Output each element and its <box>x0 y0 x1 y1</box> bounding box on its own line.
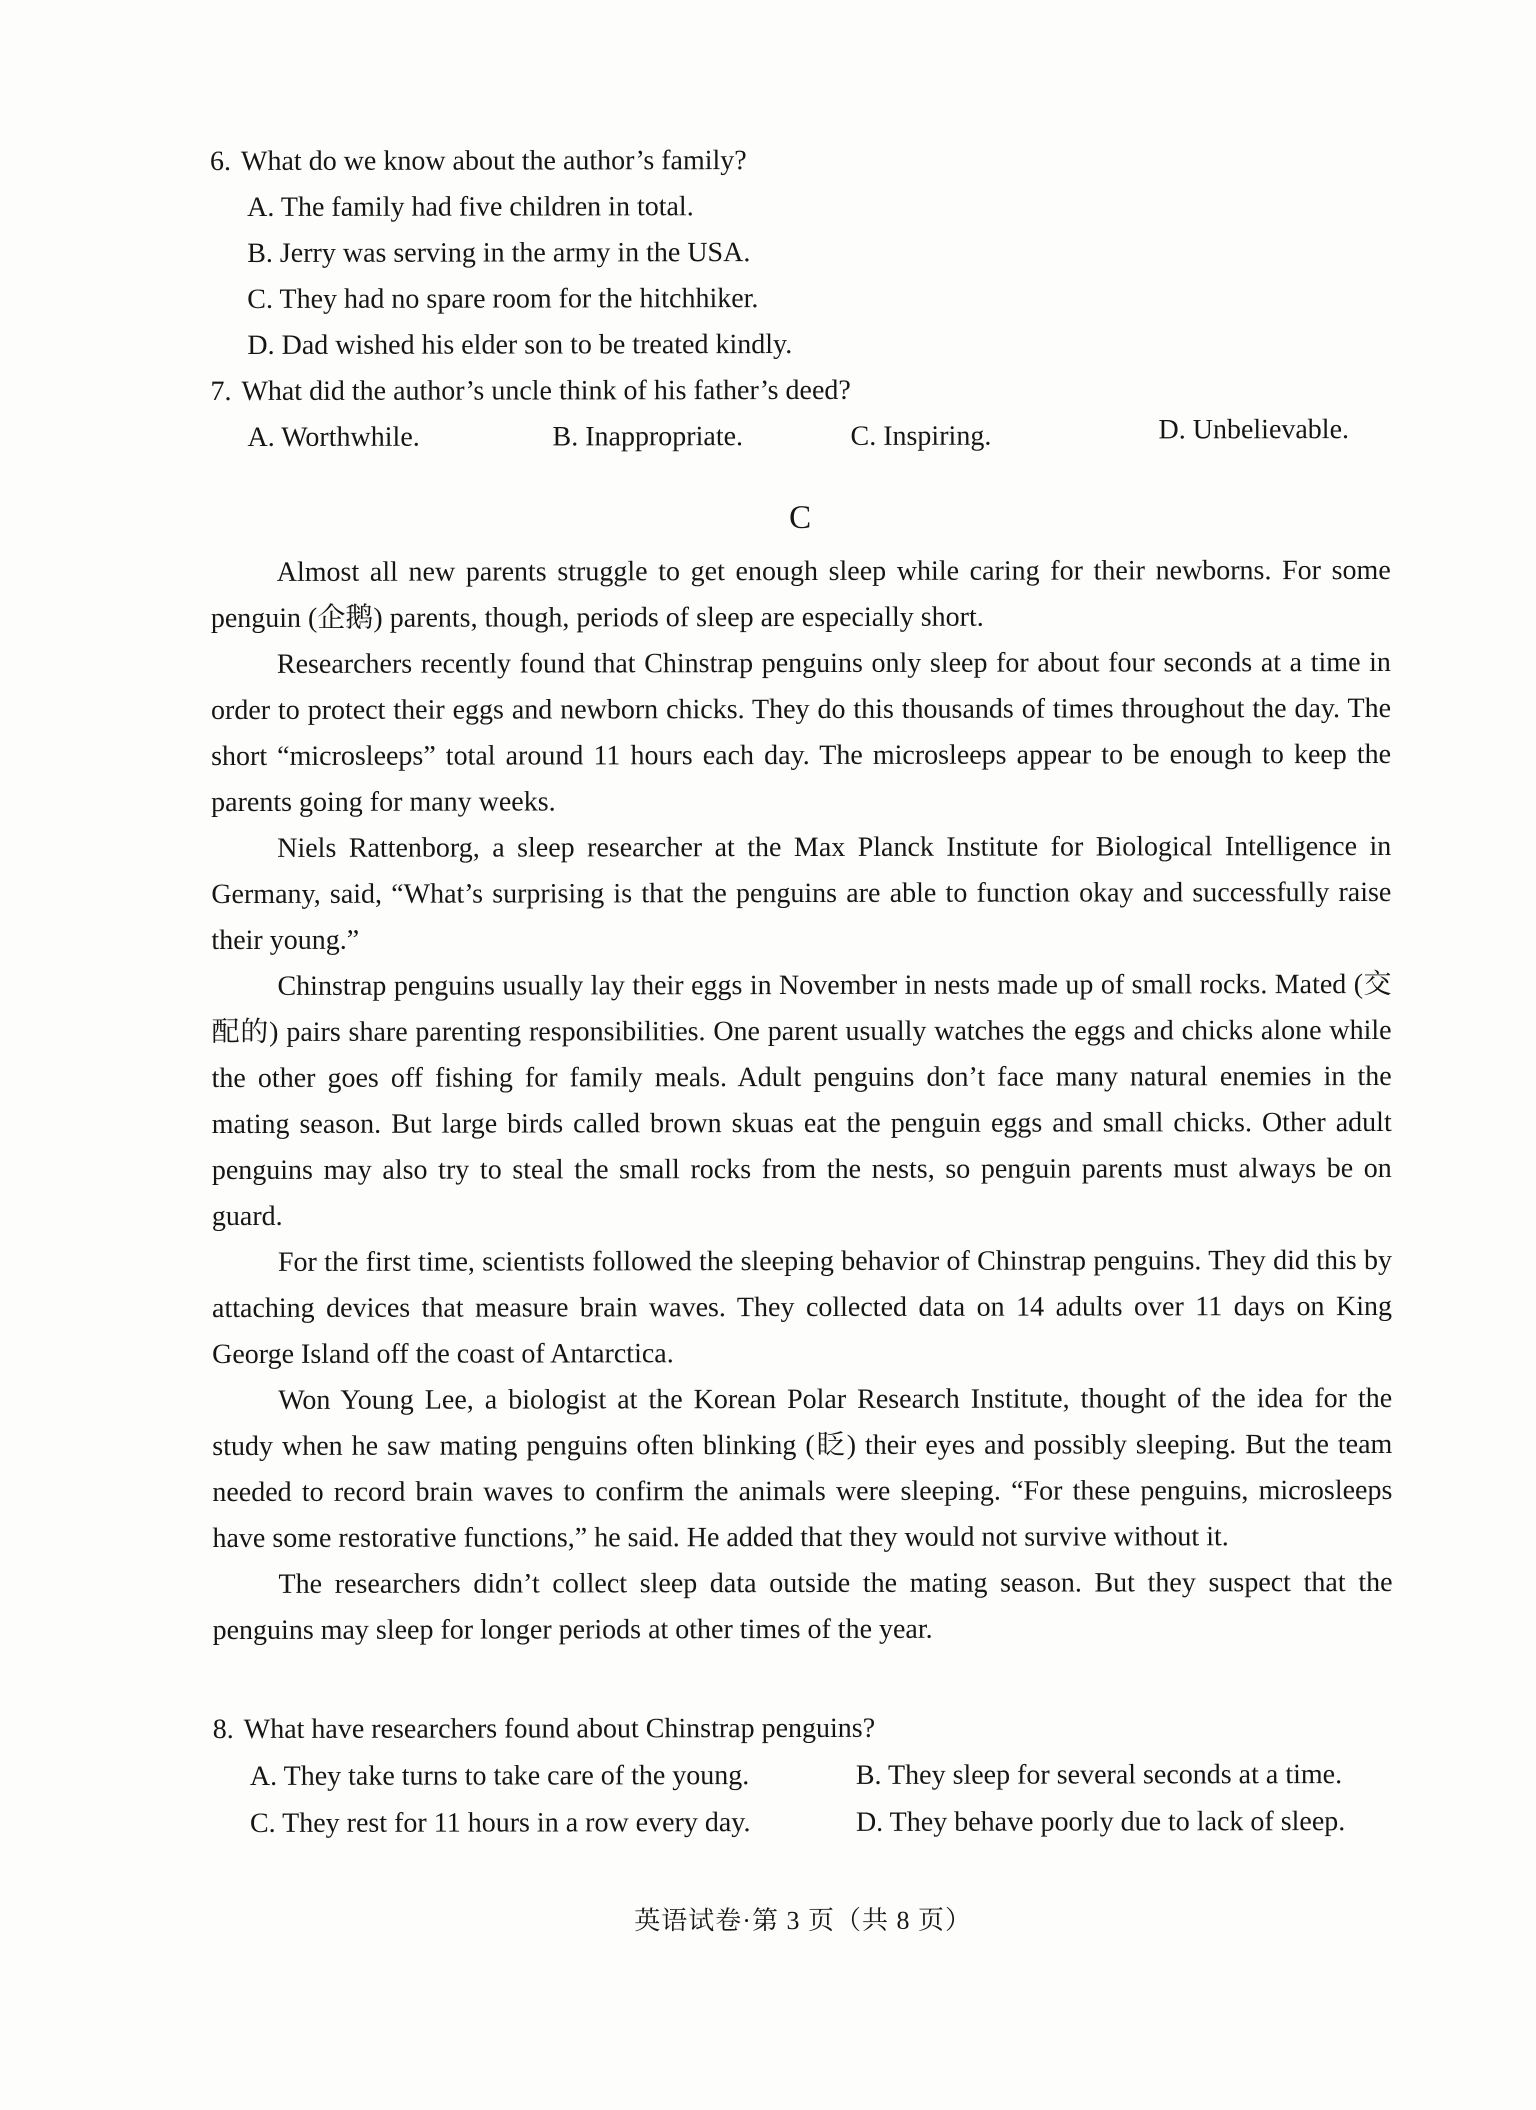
question-6-number: 6. <box>210 145 232 178</box>
passage-paragraph-5: For the first time, scientists followed the sleeping behavior of Chinstrap penguins. They did this by attaching devices that measure brain waves. They collected data on 14 adults over 11 days on King George Island off the coast of Antarctica. <box>212 1244 1393 1371</box>
question-6-option-b: B. Jerry was serving in the army in the USA. <box>247 237 751 269</box>
question-7-options <box>247 413 1390 461</box>
question-6-option-a: A. The family had five children in total. <box>247 191 694 223</box>
passage-paragraph-1: Almost all new parents struggle to get enough sleep while caring for their newborns. For some penguin (企鹅) parents, though, periods of sleep are especially short. <box>210 554 1391 635</box>
passage-paragraph-2: Researchers recently found that Chinstrap penguins only sleep for about four seconds at a time in order to protect their eggs and newborn chicks. They do this thousands of times throughout the day. The short “microsleeps” total around 11 hours each day. The microsleeps appear to be enough to keep the parents going for many weeks. <box>210 646 1392 819</box>
question-6-option-d: D. Dad wished his elder son to be treated kindly. <box>247 329 793 361</box>
passage-paragraph-4: Chinstrap penguins usually lay their eggs in November in nests made up of small rocks. Mated (交配的) pairs share parenting responsibilities. One parent usually watches the eggs and chicks alone while the other goes off fishing for family meals. Adult penguins don’t face many natural enemies in the mating season. But large birds called brown skuas eat the penguin eggs and small chicks. Other adult penguins may also try to steal the small rocks from the nests, so penguin parents must always be on guard. <box>211 968 1392 1233</box>
passage-paragraph-6: Won Young Lee, a biologist at the Korean Polar Research Institute, thought of the idea for the study when he saw mating penguins often blinking (眨) their eyes and possibly sleeping. But the team needed to record brain waves to confirm the animals were sleeping. “For these penguins, microsleeps have some restorative functions,” he said. He added that they would not survive without it. <box>212 1382 1393 1555</box>
reading-passage <box>211 548 1393 1654</box>
question-8-stem <box>213 1704 1393 1753</box>
question-7-text: What did the author’s uncle think of his father’s deed? <box>241 374 851 407</box>
question-6-options <box>247 183 1390 369</box>
question-8-options <box>250 1751 1393 1847</box>
question-7-option-b: B. Inappropriate. <box>552 421 744 453</box>
passage-paragraph-3: Niels Rattenborg, a sleep researcher at the Max Planck Institute for Biological Intelligence in Germany, said, “What’s surprising is that the penguins are able to function okay and successfully raise their young.” <box>211 830 1392 957</box>
question-8-option-d: D. They behave poorly due to lack of sleep. <box>855 1806 1346 1838</box>
question-6-option-c: C. They had no spare room for the hitchhiker. <box>247 283 759 315</box>
exam-sheet <box>210 137 1393 1938</box>
question-8-option-b: B. They sleep for several seconds at a time. <box>855 1759 1343 1791</box>
question-6 <box>210 137 1390 369</box>
question-7-option-c: C. Inspiring. <box>850 420 992 452</box>
question-7-option-d: D. Unbelievable. <box>1158 414 1350 446</box>
page-footer: 英语试卷·第 3 页（共 8 页） <box>634 1905 972 1936</box>
question-6-text: What do we know about the author’s family? <box>241 145 747 177</box>
section-c-label: C <box>789 499 813 537</box>
question-7 <box>210 367 1390 461</box>
passage-paragraph-7: The researchers didn’t collect sleep data outside the mating season. But they suspect that the penguins may sleep for longer periods at other times of the year. <box>212 1566 1393 1647</box>
question-8-option-a: A. They take turns to take care of the young. <box>249 1760 750 1792</box>
question-8-text: What have researchers found about Chinstrap penguins? <box>243 1712 876 1745</box>
question-8 <box>213 1704 1393 1847</box>
question-8-number: 8. <box>212 1713 234 1746</box>
question-7-number: 7. <box>210 375 232 408</box>
question-8-option-c: C. They rest for 11 hours in a row every day. <box>249 1807 751 1839</box>
question-6-stem <box>210 137 1390 185</box>
question-7-option-a: A. Worthwhile. <box>247 421 420 453</box>
